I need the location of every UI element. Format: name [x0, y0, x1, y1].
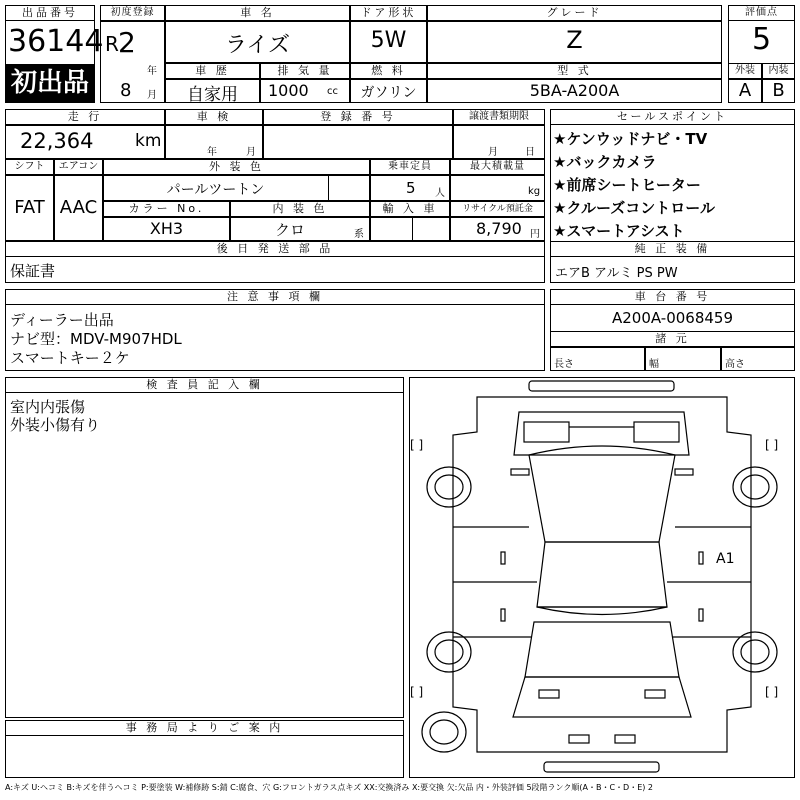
note-line-3: スマートキー２ケ: [10, 349, 130, 367]
max-load-label: 最大積載量: [450, 159, 545, 175]
specs-label: 諸 元: [550, 331, 795, 347]
inspector-label: 検 査 員 記 入 欄: [5, 377, 404, 393]
wheel-rear-left: [427, 632, 471, 672]
rear-bumper: [544, 762, 659, 772]
rear-plate-right: [615, 735, 635, 743]
exterior-color-label: 外 装 色: [103, 159, 370, 175]
inspection-label: 車 検: [165, 109, 263, 125]
capacity-unit: 人: [435, 188, 445, 199]
wheel-front-left-inner: [435, 475, 463, 499]
bracket-front-right: [ ]: [765, 438, 779, 452]
history: 自家用: [187, 85, 238, 105]
tailgate: [513, 677, 691, 717]
ac-label: エアコン: [54, 159, 103, 175]
equipment: エアB アルミ PS PW: [555, 266, 678, 281]
import-aux: [412, 217, 450, 241]
taillight-left: [539, 690, 559, 698]
interior-color-unit: 系: [354, 229, 364, 240]
notes-label: 注 意 事 項 欄: [5, 289, 545, 305]
wheel-rear-left-inner: [435, 640, 463, 664]
reg-year: 2: [118, 26, 136, 59]
equipment-label: 純 正 装 備: [550, 241, 795, 257]
exterior-color-aux: [328, 175, 370, 201]
wheel-front-left: [427, 467, 471, 507]
mileage-label: 走 行: [5, 109, 165, 125]
fuel: ガソリン: [360, 85, 417, 101]
bracket-rear-right: [ ]: [765, 685, 779, 699]
exterior-grade-label: 外装: [728, 63, 762, 79]
interior-grade-label: 内装: [762, 63, 795, 79]
bracket-rear-left: [ ]: [410, 685, 424, 699]
ac-value: AAC: [59, 197, 98, 218]
color-no-label: カラー No.: [103, 201, 230, 217]
era-letter: R: [105, 32, 119, 56]
recycle-unit: 円: [530, 229, 540, 240]
rear-plate-left: [569, 735, 589, 743]
door-handle-fl: [501, 552, 505, 564]
shift-label: シフト: [5, 159, 54, 175]
month-unit: 月: [147, 90, 157, 101]
windshield: [529, 446, 675, 542]
sales-point-4: ★クルーズコントロール: [553, 199, 715, 217]
door-label: ドア形状: [350, 5, 427, 21]
later-parts-label: 後 日 発 送 部 品: [5, 241, 545, 257]
wheel-rear-right: [733, 632, 777, 672]
max-load-unit: kg: [528, 186, 541, 197]
mirror-right: [675, 469, 693, 475]
note-line-2: ナビ型：MDV-M907HDL: [10, 330, 182, 348]
reg-month: 8: [120, 80, 132, 101]
car-name: ライズ: [224, 33, 291, 58]
chassis-label: 車 台 番 号: [550, 289, 795, 305]
door-type: 5W: [370, 28, 407, 53]
exterior-grade: A: [738, 80, 752, 101]
interior-color: クロ: [274, 221, 305, 239]
recycle-value: 8,790: [476, 219, 522, 238]
capacity-value: 5: [406, 179, 416, 197]
body-outline: [453, 397, 751, 752]
shift-value: FAT: [14, 197, 45, 218]
office-label: 事 務 局 よ り ご 案 内: [5, 720, 404, 736]
sales-point-5: ★スマートアシスト: [553, 222, 685, 240]
inspector-line-1: 室内内張傷: [10, 398, 86, 416]
model-code: 5BA-A200A: [529, 81, 620, 100]
taillight-right: [645, 690, 665, 698]
color-no: XH3: [149, 219, 184, 238]
transfer-day-unit: 日: [525, 147, 535, 158]
rear-window-top: [537, 607, 667, 615]
registration-label: 登 録 番 号: [263, 109, 453, 125]
lot-number: 36144: [8, 24, 104, 59]
damage-mark-a1: A1: [716, 551, 735, 567]
wheel-front-right: [733, 467, 777, 507]
recycle-label: リサイクル預託金: [450, 201, 545, 217]
interior-color-label: 内 装 色: [230, 201, 370, 217]
grade-label: グレード: [427, 5, 722, 21]
legend: A:キズ U:ヘコミ B:キズを伴うヘコミ P:要塗装 W:補修跡 S:錆 C:腐食、穴 G:フロントガラス点キズ XX:交換済み X:要交換 欠:欠品 内・外装評価 5段階ランク順(A・B・C・D・E) 2: [5, 783, 654, 792]
chassis-number: A200A-0068459: [611, 309, 734, 327]
import-label: 輸 入 車: [370, 201, 450, 217]
cc-unit: cc: [327, 86, 338, 97]
headlight-left: [524, 422, 569, 442]
headlight-right: [634, 422, 679, 442]
bracket-front-left: [ ]: [410, 438, 424, 452]
year-unit: 年: [147, 66, 157, 77]
hood: [514, 412, 689, 455]
transfer-label: 譲渡書類期限: [453, 109, 545, 125]
capacity-label: 乗車定員: [370, 159, 450, 175]
rear-window: [525, 622, 679, 677]
sales-point-3: ★前席シートヒーター: [553, 176, 701, 194]
fuel-label: 燃 料: [350, 63, 427, 79]
lot-label: 出品番号: [5, 5, 95, 21]
length-label: 長さ: [554, 359, 574, 370]
registration-cell: [263, 125, 453, 159]
interior-grade: B: [772, 80, 785, 101]
car-diagram: [409, 377, 795, 778]
car-name-label: 車 名: [165, 5, 350, 21]
wheel-front-right-inner: [741, 475, 769, 499]
inspector-line-2: 外装小傷有り: [10, 416, 101, 434]
sales-point-2: ★バックカメラ: [553, 153, 657, 171]
sales-points-label: セールスポイント: [550, 109, 795, 125]
history-label: 車 歴: [165, 63, 260, 79]
door-handle-fr: [699, 552, 703, 564]
inspection-month-unit: 月: [246, 147, 256, 158]
first-reg-label: 初度登録: [100, 5, 165, 21]
mileage-value: 22,364: [20, 129, 94, 153]
note-line-1: ディーラー出品: [10, 311, 114, 329]
score-label: 評価点: [728, 5, 795, 21]
wheel-rear-right-inner: [741, 640, 769, 664]
roof: [537, 542, 667, 607]
door-handle-rr: [699, 609, 703, 621]
transfer-month-unit: 月: [488, 147, 498, 158]
inspection-year-unit: 年: [207, 147, 217, 158]
score: 5: [751, 22, 772, 57]
spare-wheel: [422, 712, 466, 752]
height-label: 高さ: [725, 359, 745, 370]
model-label: 型 式: [427, 63, 722, 79]
width-label: 幅: [649, 359, 659, 370]
later-parts: 保証書: [10, 262, 56, 280]
exterior-color: パールツートン: [166, 182, 265, 198]
mileage-unit: km: [135, 131, 162, 151]
door-handle-rl: [501, 609, 505, 621]
front-bumper-top: [529, 381, 674, 391]
displacement: 1000: [268, 81, 309, 100]
grade: Z: [566, 26, 583, 54]
mirror-left: [511, 469, 529, 475]
displacement-label: 排 気 量: [260, 63, 350, 79]
sales-point-1: ★ケンウッドナビ・TV: [553, 130, 708, 148]
first-listing-badge: 初出品: [6, 64, 94, 102]
spare-wheel-inner: [430, 720, 458, 744]
